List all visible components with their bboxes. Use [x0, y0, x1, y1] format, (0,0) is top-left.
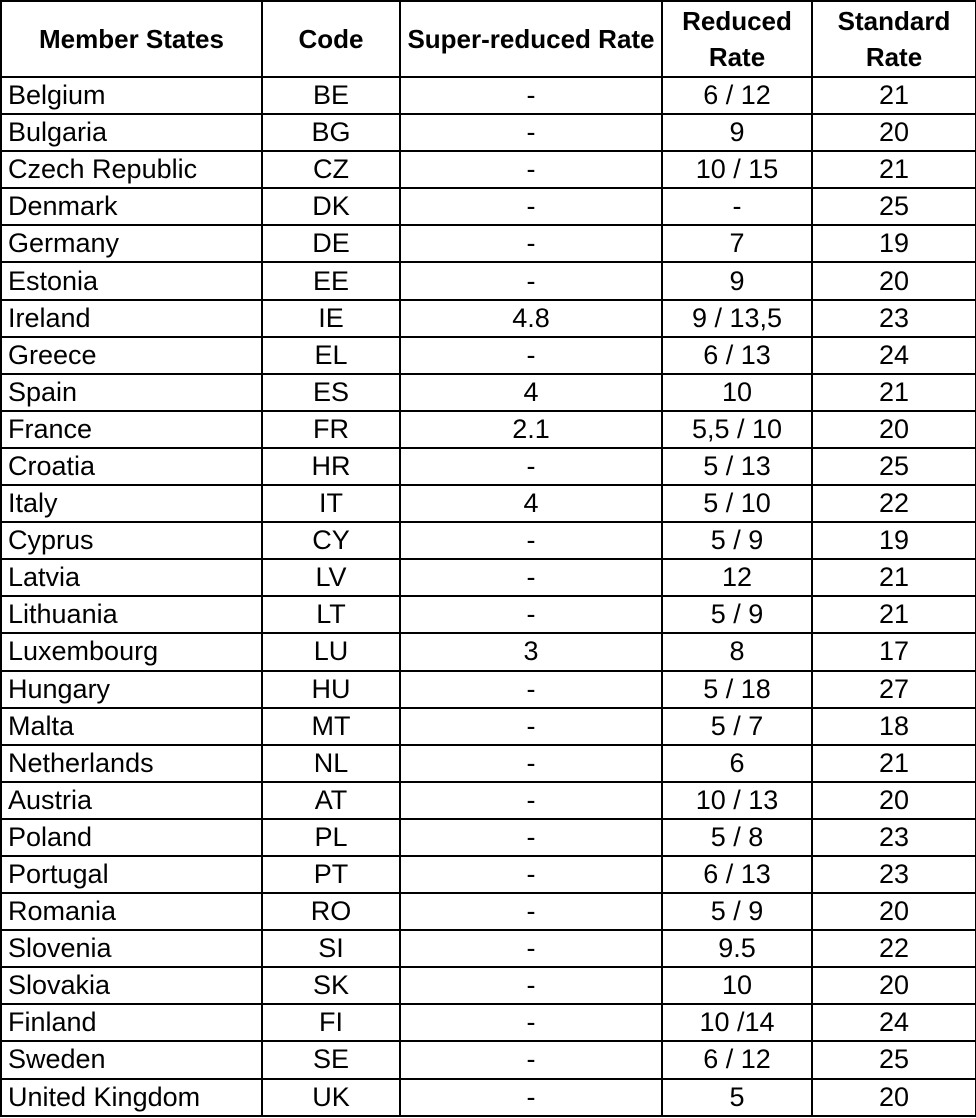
code-cell: LV [262, 559, 400, 596]
standard-rate-cell: 23 [812, 300, 976, 337]
standard-rate-cell: 21 [812, 374, 976, 411]
super-reduced-rate-cell: 2.1 [400, 411, 662, 448]
table-row [1, 448, 976, 485]
reduced-rate-cell: 5 / 10 [662, 485, 812, 522]
member-state-cell: Slovakia [1, 967, 262, 1004]
reduced-rate-cell: 5 / 9 [662, 596, 812, 633]
code-cell: SK [262, 967, 400, 1004]
header-super-reduced-rate: Super-reduced Rate [400, 1, 662, 77]
standard-rate-cell: 22 [812, 930, 976, 967]
table-row [1, 262, 976, 299]
code-cell: RO [262, 893, 400, 930]
member-state-cell: Slovenia [1, 930, 262, 967]
super-reduced-rate-cell: 4 [400, 374, 662, 411]
super-reduced-rate-cell: 4 [400, 485, 662, 522]
member-state-cell: Sweden [1, 1041, 262, 1078]
standard-rate-cell: 21 [812, 596, 976, 633]
member-state-cell: Finland [1, 1004, 262, 1041]
reduced-rate-cell: 6 [662, 745, 812, 782]
super-reduced-rate-cell: - [400, 893, 662, 930]
table-row [1, 225, 976, 262]
member-state-cell: Latvia [1, 559, 262, 596]
table-row [1, 151, 976, 188]
standard-rate-cell: 20 [812, 411, 976, 448]
standard-rate-cell: 25 [812, 188, 976, 225]
member-state-cell: Austria [1, 782, 262, 819]
member-state-cell: Bulgaria [1, 114, 262, 151]
reduced-rate-cell: 10 / 13 [662, 782, 812, 819]
table-row [1, 633, 976, 670]
reduced-rate-cell: 5 / 7 [662, 708, 812, 745]
table-row [1, 485, 976, 522]
code-cell: LT [262, 596, 400, 633]
standard-rate-cell: 21 [812, 77, 976, 114]
code-cell: SE [262, 1041, 400, 1078]
member-state-cell: Germany [1, 225, 262, 262]
reduced-rate-cell: 6 / 13 [662, 337, 812, 374]
member-state-cell: Spain [1, 374, 262, 411]
table-row [1, 819, 976, 856]
reduced-rate-cell: 9 / 13,5 [662, 300, 812, 337]
reduced-rate-cell: 10 /14 [662, 1004, 812, 1041]
header-row [1, 1, 976, 77]
header-reduced-rate: Reduced Rate [662, 1, 812, 77]
super-reduced-rate-cell: - [400, 114, 662, 151]
reduced-rate-cell: 5 / 8 [662, 819, 812, 856]
super-reduced-rate-cell: - [400, 188, 662, 225]
code-cell: BG [262, 114, 400, 151]
super-reduced-rate-cell: - [400, 819, 662, 856]
table-row [1, 1004, 976, 1041]
code-cell: DK [262, 188, 400, 225]
table-row [1, 1079, 976, 1116]
header-member-states: Member States [1, 1, 262, 77]
code-cell: EE [262, 262, 400, 299]
super-reduced-rate-cell: - [400, 262, 662, 299]
standard-rate-cell: 21 [812, 745, 976, 782]
reduced-rate-cell: 9 [662, 262, 812, 299]
super-reduced-rate-cell: - [400, 856, 662, 893]
code-cell: CY [262, 522, 400, 559]
table-row [1, 300, 976, 337]
standard-rate-cell: 20 [812, 262, 976, 299]
code-cell: FI [262, 1004, 400, 1041]
member-state-cell: Luxembourg [1, 633, 262, 670]
reduced-rate-cell: 10 / 15 [662, 151, 812, 188]
reduced-rate-cell: 5 [662, 1079, 812, 1116]
code-cell: ES [262, 374, 400, 411]
member-state-cell: Romania [1, 893, 262, 930]
table-row [1, 77, 976, 114]
member-state-cell: Malta [1, 708, 262, 745]
reduced-rate-cell: 5 / 13 [662, 448, 812, 485]
code-cell: PT [262, 856, 400, 893]
member-state-cell: Poland [1, 819, 262, 856]
super-reduced-rate-cell: - [400, 1041, 662, 1078]
header-standard-rate: Standard Rate [812, 1, 976, 77]
member-state-cell: Italy [1, 485, 262, 522]
code-cell: CZ [262, 151, 400, 188]
standard-rate-cell: 18 [812, 708, 976, 745]
reduced-rate-cell: 12 [662, 559, 812, 596]
member-state-cell: Ireland [1, 300, 262, 337]
member-state-cell: Netherlands [1, 745, 262, 782]
standard-rate-cell: 19 [812, 225, 976, 262]
table-row [1, 893, 976, 930]
table-row [1, 856, 976, 893]
standard-rate-cell: 25 [812, 448, 976, 485]
standard-rate-cell: 17 [812, 633, 976, 670]
standard-rate-cell: 21 [812, 151, 976, 188]
super-reduced-rate-cell: - [400, 522, 662, 559]
super-reduced-rate-cell: - [400, 337, 662, 374]
table-row [1, 337, 976, 374]
reduced-rate-cell: 6 / 12 [662, 1041, 812, 1078]
super-reduced-rate-cell: 3 [400, 633, 662, 670]
reduced-rate-cell: 5,5 / 10 [662, 411, 812, 448]
table-row [1, 559, 976, 596]
table-row [1, 782, 976, 819]
standard-rate-cell: 24 [812, 1004, 976, 1041]
super-reduced-rate-cell: 4.8 [400, 300, 662, 337]
standard-rate-cell: 23 [812, 819, 976, 856]
table-row [1, 374, 976, 411]
reduced-rate-cell: 8 [662, 633, 812, 670]
code-cell: PL [262, 819, 400, 856]
header-code: Code [262, 1, 400, 77]
member-state-cell: United Kingdom [1, 1079, 262, 1116]
standard-rate-cell: 20 [812, 1079, 976, 1116]
super-reduced-rate-cell: - [400, 1004, 662, 1041]
super-reduced-rate-cell: - [400, 596, 662, 633]
table-row [1, 1041, 976, 1078]
reduced-rate-cell: 10 [662, 374, 812, 411]
member-state-cell: Cyprus [1, 522, 262, 559]
reduced-rate-cell: - [662, 188, 812, 225]
standard-rate-cell: 20 [812, 967, 976, 1004]
reduced-rate-cell: 6 / 12 [662, 77, 812, 114]
standard-rate-cell: 22 [812, 485, 976, 522]
table-row [1, 411, 976, 448]
table-row [1, 188, 976, 225]
super-reduced-rate-cell: - [400, 782, 662, 819]
code-cell: IT [262, 485, 400, 522]
table-row [1, 114, 976, 151]
table-row [1, 708, 976, 745]
table-row [1, 930, 976, 967]
table-row [1, 671, 976, 708]
code-cell: FR [262, 411, 400, 448]
super-reduced-rate-cell: - [400, 930, 662, 967]
standard-rate-cell: 21 [812, 559, 976, 596]
table-row [1, 522, 976, 559]
code-cell: HR [262, 448, 400, 485]
reduced-rate-cell: 9 [662, 114, 812, 151]
member-state-cell: Hungary [1, 671, 262, 708]
table-row [1, 967, 976, 1004]
standard-rate-cell: 24 [812, 337, 976, 374]
reduced-rate-cell: 6 / 13 [662, 856, 812, 893]
code-cell: UK [262, 1079, 400, 1116]
reduced-rate-cell: 7 [662, 225, 812, 262]
standard-rate-cell: 20 [812, 782, 976, 819]
super-reduced-rate-cell: - [400, 671, 662, 708]
code-cell: HU [262, 671, 400, 708]
super-reduced-rate-cell: - [400, 1079, 662, 1116]
super-reduced-rate-cell: - [400, 225, 662, 262]
code-cell: AT [262, 782, 400, 819]
table-row [1, 596, 976, 633]
code-cell: MT [262, 708, 400, 745]
super-reduced-rate-cell: - [400, 559, 662, 596]
standard-rate-cell: 19 [812, 522, 976, 559]
member-state-cell: Estonia [1, 262, 262, 299]
code-cell: SI [262, 930, 400, 967]
standard-rate-cell: 20 [812, 893, 976, 930]
standard-rate-cell: 20 [812, 114, 976, 151]
reduced-rate-cell: 5 / 9 [662, 893, 812, 930]
code-cell: LU [262, 633, 400, 670]
code-cell: IE [262, 300, 400, 337]
member-state-cell: Portugal [1, 856, 262, 893]
super-reduced-rate-cell: - [400, 151, 662, 188]
standard-rate-cell: 25 [812, 1041, 976, 1078]
reduced-rate-cell: 5 / 18 [662, 671, 812, 708]
reduced-rate-cell: 10 [662, 967, 812, 1004]
super-reduced-rate-cell: - [400, 745, 662, 782]
table-row [1, 745, 976, 782]
standard-rate-cell: 27 [812, 671, 976, 708]
reduced-rate-cell: 5 / 9 [662, 522, 812, 559]
member-state-cell: Croatia [1, 448, 262, 485]
code-cell: EL [262, 337, 400, 374]
member-state-cell: France [1, 411, 262, 448]
super-reduced-rate-cell: - [400, 77, 662, 114]
member-state-cell: Greece [1, 337, 262, 374]
member-state-cell: Denmark [1, 188, 262, 225]
code-cell: DE [262, 225, 400, 262]
member-state-cell: Czech Republic [1, 151, 262, 188]
super-reduced-rate-cell: - [400, 967, 662, 1004]
code-cell: BE [262, 77, 400, 114]
reduced-rate-cell: 9.5 [662, 930, 812, 967]
member-state-cell: Lithuania [1, 596, 262, 633]
super-reduced-rate-cell: - [400, 448, 662, 485]
member-state-cell: Belgium [1, 77, 262, 114]
code-cell: NL [262, 745, 400, 782]
standard-rate-cell: 23 [812, 856, 976, 893]
super-reduced-rate-cell: - [400, 708, 662, 745]
